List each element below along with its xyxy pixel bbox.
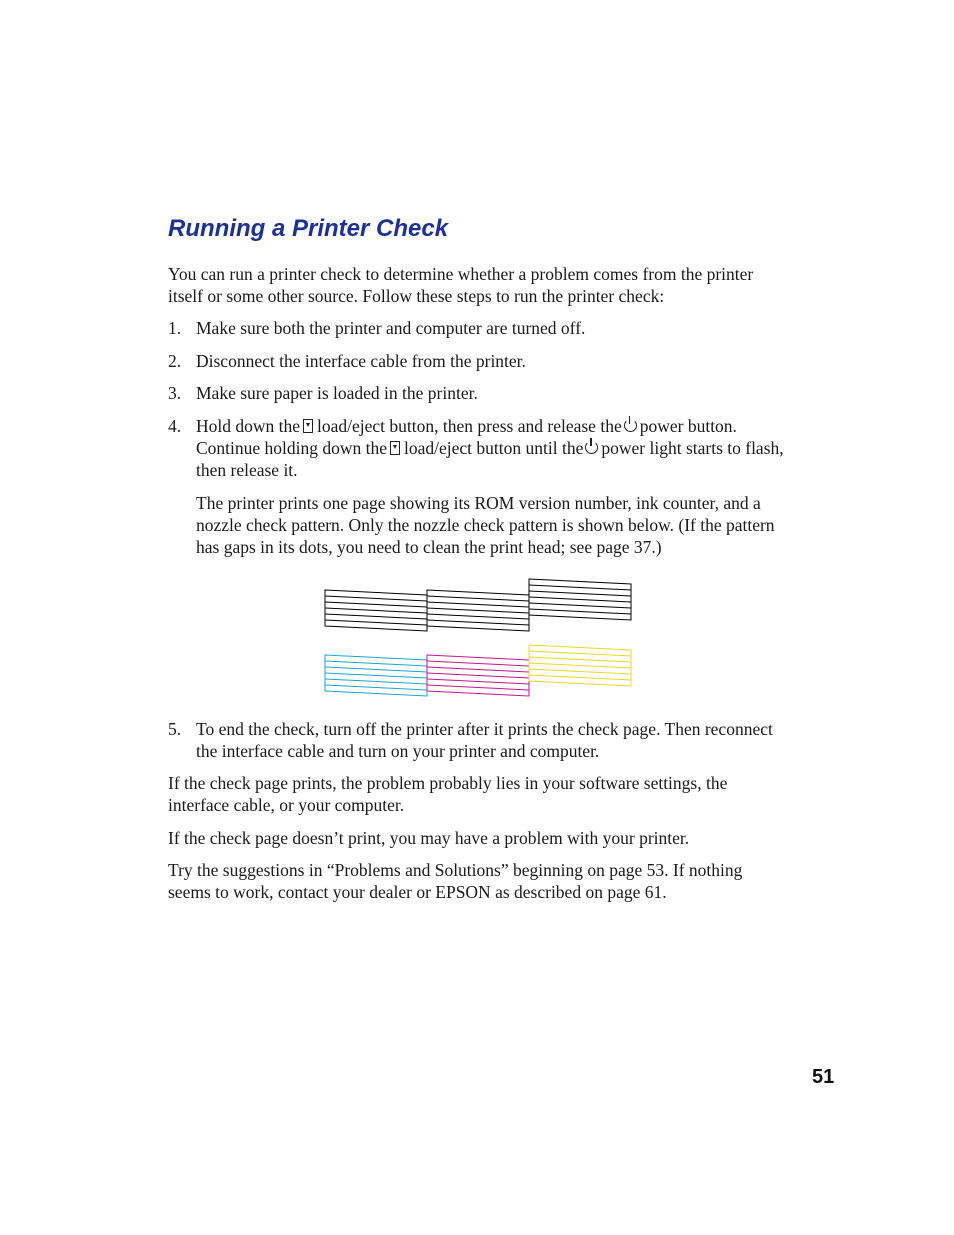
step-number: 3.	[168, 383, 182, 403]
nozzle-yellow-block-row	[529, 669, 631, 674]
step-text: To end the check, turn off the printer after it prints the check page. Then reconnect the interface cable and turn on your printer and computer.	[196, 719, 773, 761]
paragraph-check-fails: If the check page doesn’t print, you may have a problem with your printer.	[168, 828, 690, 848]
nozzle-black-block-row	[325, 608, 427, 613]
step-4-note: The printer prints one page showing its ROM version number, ink counter, and a nozzle check pattern. Only the nozzle check pattern is shown below. (If the pattern has gaps in its dots, you need to clean the print head; see page 37.)	[196, 493, 775, 557]
step-3	[168, 382, 786, 404]
step-4-text-part: power light starts to flash, then release it.	[196, 438, 784, 480]
paragraph-suggestions: Try the suggestions in “Problems and Solutions” beginning on page 53. If nothing seems to work, contact your dealer or EPSON as described on page 61.	[168, 860, 743, 902]
step-4-text-part: Hold down the	[196, 416, 301, 436]
nozzle-cyan-block-row	[325, 667, 427, 672]
step-4	[168, 415, 786, 481]
step-number: 1.	[168, 318, 182, 338]
intro-paragraph: You can run a printer check to determine whether a problem comes from the printer itself or some other source. Follow these steps to run the printer check:	[168, 264, 754, 306]
nozzle-yellow-block-row	[529, 675, 631, 680]
nozzle-black-block-row	[427, 602, 529, 607]
nozzle-pattern-black	[325, 579, 631, 631]
nozzle-black-block-row	[529, 585, 631, 590]
nozzle-cyan-block-row	[325, 673, 427, 678]
nozzle-cyan-block-row	[325, 685, 427, 690]
step-text: Make sure paper is loaded in the printer.	[196, 383, 478, 403]
nozzle-pattern-color	[325, 645, 631, 696]
load-eject-icon	[390, 441, 400, 455]
step-5	[168, 718, 786, 762]
nozzle-cyan-block-row	[325, 661, 427, 666]
nozzle-black-block-row	[427, 620, 529, 625]
page-number: 51	[812, 1066, 835, 1088]
nozzle-black-block-row	[427, 614, 529, 619]
nozzle-black-block-row	[427, 596, 529, 601]
nozzle-black-block-row	[529, 591, 631, 596]
step-1	[168, 317, 786, 339]
nozzle-magenta-block-row	[427, 661, 529, 666]
nozzle-magenta-block-row	[427, 673, 529, 678]
nozzle-yellow-block-row	[529, 651, 631, 656]
paragraph-check-prints: If the check page prints, the problem probably lies in your software settings, the interface cable, or your computer.	[168, 773, 728, 815]
nozzle-black-block-row	[325, 614, 427, 619]
nozzle-black-block-row	[529, 609, 631, 614]
nozzle-magenta-block-row	[427, 685, 529, 690]
step-number: 2.	[168, 351, 182, 371]
nozzle-cyan-block-row	[325, 679, 427, 684]
nozzle-black-block-row	[325, 596, 427, 601]
nozzle-magenta-block-row	[427, 667, 529, 672]
power-icon	[624, 419, 637, 432]
nozzle-yellow-block-row	[529, 657, 631, 662]
page-title: Running a Printer Check	[168, 215, 449, 242]
step-text: Disconnect the interface cable from the printer.	[196, 351, 526, 371]
nozzle-black-block-row	[325, 602, 427, 607]
nozzle-check-pattern	[320, 575, 640, 700]
step-text	[196, 415, 786, 481]
step-4-text-part: load/eject button, then press and release the	[317, 416, 622, 436]
nozzle-yellow-block-row	[529, 663, 631, 668]
step-4-text-part: load/eject button until the	[404, 438, 584, 458]
step-text: Make sure both the printer and computer are turned off.	[196, 318, 586, 338]
step-number: 5.	[168, 719, 182, 739]
nozzle-black-block-row	[529, 603, 631, 608]
nozzle-black-block-row	[427, 608, 529, 613]
load-eject-icon	[303, 419, 313, 433]
step-number: 4.	[168, 416, 182, 436]
nozzle-black-block-row	[529, 597, 631, 602]
step-2	[168, 350, 786, 372]
power-icon	[585, 441, 598, 454]
step-4-text-part: power button. Continue holding down the	[196, 416, 737, 458]
nozzle-magenta-block-row	[427, 679, 529, 684]
nozzle-black-block-row	[325, 620, 427, 625]
